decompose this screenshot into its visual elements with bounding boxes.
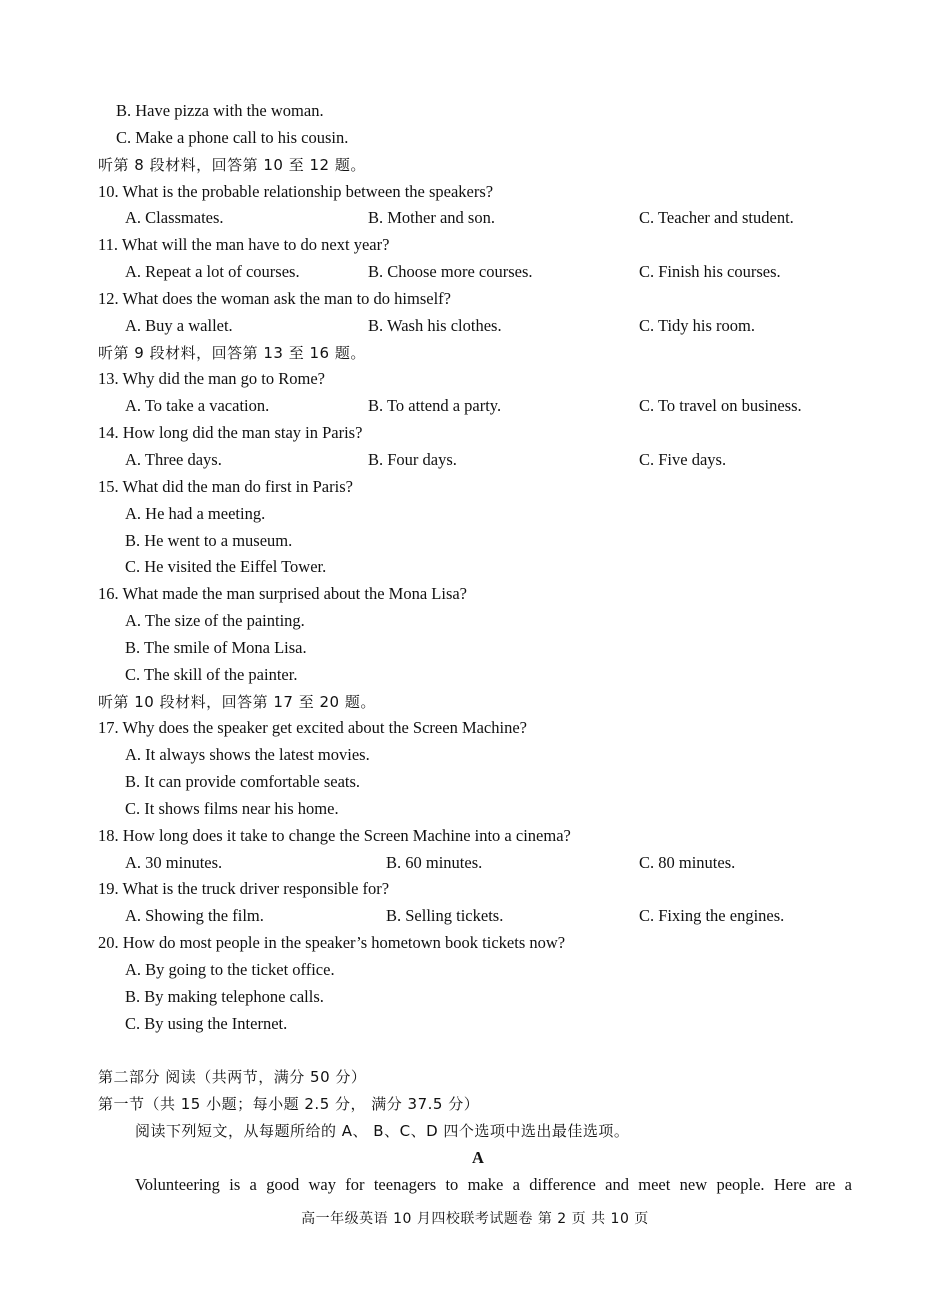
option-b: B. By making telephone calls. bbox=[125, 986, 324, 1006]
option-a: A. Showing the film. bbox=[125, 906, 264, 926]
option-a: A. To take a vacation. bbox=[125, 396, 270, 416]
option-b: B. Selling tickets. bbox=[386, 906, 504, 926]
option-a: A. Three days. bbox=[125, 449, 222, 469]
option-b: B. Choose more courses. bbox=[368, 262, 533, 282]
question-15: 15. What did the man do first in Paris? bbox=[98, 476, 353, 496]
question-14: 14. How long did the man stay in Paris? bbox=[98, 423, 363, 443]
option-b: B. The smile of Mona Lisa. bbox=[125, 637, 307, 657]
part-heading: 第二部分 阅读（共两节，满分 50 分） bbox=[98, 1068, 367, 1087]
reading-instruction: 阅读下列短文，从每题所给的 A、 B、C、D 四个选项中选出最佳选项。 bbox=[135, 1122, 630, 1141]
option-c: C. To travel on business. bbox=[639, 396, 802, 416]
question-19: 19. What is the truck driver responsible for? bbox=[98, 879, 390, 899]
options-row-10 bbox=[98, 205, 858, 232]
passage-title: A bbox=[472, 1147, 484, 1167]
option-line: B. Have pizza with the woman. bbox=[116, 101, 324, 120]
option-c: C. Fixing the engines. bbox=[639, 906, 785, 926]
option-b: B. Mother and son. bbox=[368, 208, 495, 228]
question-18: 18. How long does it take to change the Screen Machine into a cinema? bbox=[98, 825, 571, 845]
option-c: C. The skill of the painter. bbox=[125, 664, 298, 684]
option-a: A. By going to the ticket office. bbox=[125, 960, 335, 979]
option-c: C. By using the Internet. bbox=[125, 1013, 288, 1033]
section-instruction: 听第 10 段材料，回答第 17 至 20 题。 bbox=[98, 692, 376, 711]
question-16: 16. What made the man surprised about the Mona Lisa? bbox=[98, 584, 468, 604]
section-instruction: 听第 8 段材料，回答第 10 至 12 题。 bbox=[98, 155, 366, 174]
option-b: B. 60 minutes. bbox=[386, 852, 483, 872]
option-c: C. Teacher and student. bbox=[639, 208, 794, 228]
option-c: C. Five days. bbox=[639, 449, 727, 469]
question-10: 10. What is the probable relationship between the speakers? bbox=[98, 181, 494, 201]
question-17: 17. Why does the speaker get excited about the Screen Machine? bbox=[98, 718, 527, 738]
options-row-12 bbox=[98, 313, 858, 340]
option-b: B. It can provide comfortable seats. bbox=[125, 772, 361, 792]
option-line: C. Make a phone call to his cousin. bbox=[116, 127, 349, 147]
option-c: C. 80 minutes. bbox=[639, 852, 736, 872]
option-a: A. It always shows the latest movies. bbox=[125, 745, 370, 765]
option-b: B. Four days. bbox=[368, 449, 457, 469]
question-11: 11. What will the man have to do next year? bbox=[98, 235, 390, 255]
option-a: A. Buy a wallet. bbox=[125, 315, 233, 335]
option-a: A. Classmates. bbox=[125, 208, 224, 228]
options-row-14 bbox=[98, 447, 858, 474]
option-b: B. Wash his clothes. bbox=[368, 315, 502, 335]
option-a: A. He had a meeting. bbox=[125, 503, 266, 523]
page-footer: 高一年级英语 10 月四校联考试题卷 第 2 页 共 10 页 bbox=[301, 1211, 649, 1227]
option-c: C. He visited the Eiffel Tower. bbox=[125, 557, 327, 577]
question-12: 12. What does the woman ask the man to do himself? bbox=[98, 288, 451, 308]
option-b: B. To attend a party. bbox=[368, 396, 502, 416]
options-row-18 bbox=[98, 850, 858, 877]
option-a: A. 30 minutes. bbox=[125, 852, 223, 872]
options-row-13 bbox=[98, 393, 858, 420]
options-row-11 bbox=[98, 259, 858, 286]
option-c: C. It shows films near his home. bbox=[125, 798, 339, 818]
option-c: C. Tidy his room. bbox=[639, 315, 755, 335]
page-content bbox=[98, 98, 858, 1199]
passage-paragraph: Volunteering is a good way for teenagers to make a difference and meet new people. Here are a bbox=[135, 1174, 852, 1194]
option-a: A. Repeat a lot of courses. bbox=[125, 262, 300, 282]
section-instruction: 听第 9 段材料，回答第 13 至 16 题。 bbox=[98, 343, 366, 362]
spacer bbox=[98, 1038, 858, 1065]
option-b: B. He went to a museum. bbox=[125, 530, 293, 550]
section-heading: 第一节（共 15 小题；每小题 2.5 分， 满分 37.5 分） bbox=[98, 1095, 480, 1114]
options-row-19 bbox=[98, 903, 858, 930]
question-13: 13. Why did the man go to Rome? bbox=[98, 369, 325, 389]
question-20: 20. How do most people in the speaker’s hometown book tickets now? bbox=[98, 933, 566, 953]
option-c: C. Finish his courses. bbox=[639, 262, 781, 282]
option-a: A. The size of the painting. bbox=[125, 611, 305, 631]
